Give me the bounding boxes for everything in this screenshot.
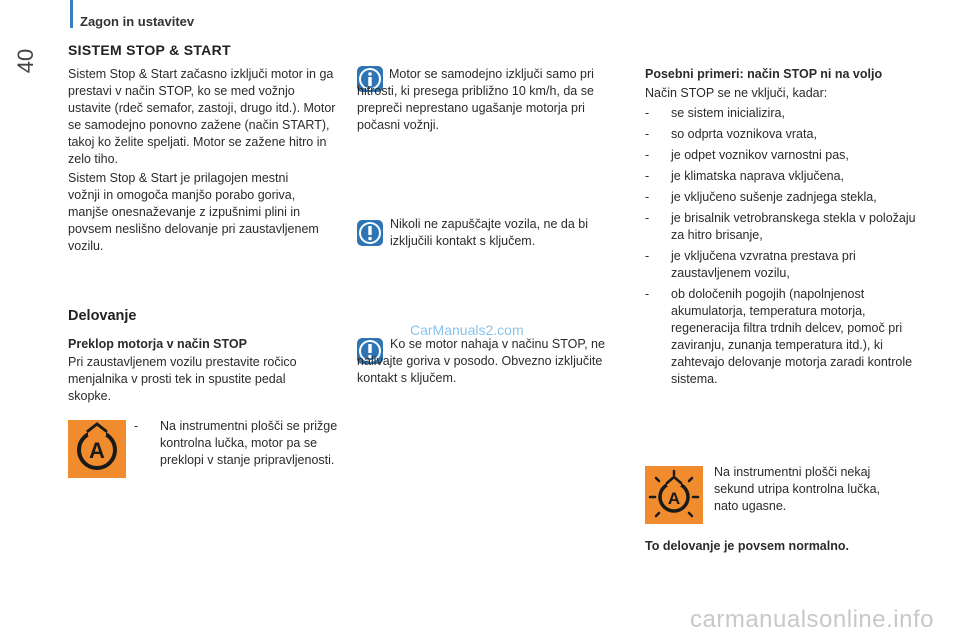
subheading-preklop: Preklop motorja v način STOP: [68, 337, 247, 351]
list-item: - je vključena vzvratna prestava pri zaustavljenem vozilu,: [645, 248, 917, 282]
benefits-paragraph: Sistem Stop & Start je prilagojen mestni vožnji in omogoča manjšo porabo goriva, manjše onesnaževanje z izpušnimi plini in povsem neslišno delovanje pri zaustavljenem vozilu.: [68, 171, 319, 253]
svg-text:A: A: [667, 489, 681, 508]
list-item: - je vključeno sušenje zadnjega stekla,: [645, 189, 917, 206]
list-item: - je odpet voznikov varnostni pas,: [645, 147, 917, 164]
info-note: Motor se samodejno izključi samo pri hitrosti, ki presega približno 10 km/h, da se prepreči neprestano ugašanje motorja pri počasni vožnji.: [357, 67, 594, 132]
svg-text:A: A: [89, 438, 105, 463]
intro-paragraph: Sistem Stop & Start začasno izključi motor in ga prestavi v način STOP, ko se med vožnjo ustavite (rdeč semafor, zastoji, drugo itd.). Motor se samodejno ponovno zažene (način START), takoj ko želite speljati. Motor se zažene hitro in zelo tiho.: [68, 67, 336, 166]
list-item: - se sistem inicializira,: [645, 105, 917, 122]
blinking-lamp-icon: [645, 466, 703, 524]
list-item: - ob določenih pogojih (napolnjenost akumulatorja, temperatura motorja, regeneracija filtra trdnih delcev, pomoč pri zaviranju, zunanja temperatura itd.), ki zahtevajo delovanje motorja zaradi kontrole sistema.: [645, 286, 917, 388]
list-item: - so odprta voznikova vrata,: [645, 126, 917, 143]
list-item: - Na instrumentni plošči se prižge kontrolna lučka, motor pa se preklopi v stanje pripravljenosti.: [134, 418, 344, 469]
normal-operation-note: To delovanje je povsem normalno.: [645, 539, 849, 553]
blinking-lamp-text: Na instrumentni plošči nekaj sekund utripa kontrolna lučka, nato ugasne.: [714, 465, 881, 513]
warning-note-2: Ko se motor nahaja v načinu STOP, ne nalivajte goriva v posodo. Obvezno izključite kontakt s ključem.: [357, 337, 605, 385]
preklop-paragraph: Pri zaustavljenem vozilu prestavite ročico menjalnika v prosti tek in spustite pedal skopke.: [68, 355, 297, 403]
page-number: 40: [13, 48, 39, 74]
warning-note-1: Nikoli ne zapuščajte vozila, ne da bi izključili kontakt s ključem.: [390, 217, 589, 248]
lamp-bullet-list: [134, 418, 344, 473]
special-cases-list: [645, 105, 917, 392]
special-cases-heading: Posebni primeri: način STOP ni na voljo: [645, 67, 883, 81]
footer-watermark: carmanualsonline.info: [690, 606, 934, 633]
stop-mode-lamp-icon: [68, 420, 126, 478]
list-item: - je klimatska naprava vključena,: [645, 168, 917, 185]
section-heading-delovanje: Delovanje: [68, 308, 137, 324]
page-title: SISTEM STOP & START: [68, 42, 231, 58]
special-cases-intro: Način STOP se ne vključi, kadar:: [645, 86, 828, 100]
list-item: - je brisalnik vetrobranskega stekla v položaju za hitro brisanje,: [645, 210, 917, 244]
header-accent-bar: [70, 0, 73, 28]
watermark-top: CarManuals2.com: [410, 322, 524, 338]
warning-icon: [357, 220, 383, 246]
section-header: Zagon in ustavitev: [80, 14, 195, 29]
